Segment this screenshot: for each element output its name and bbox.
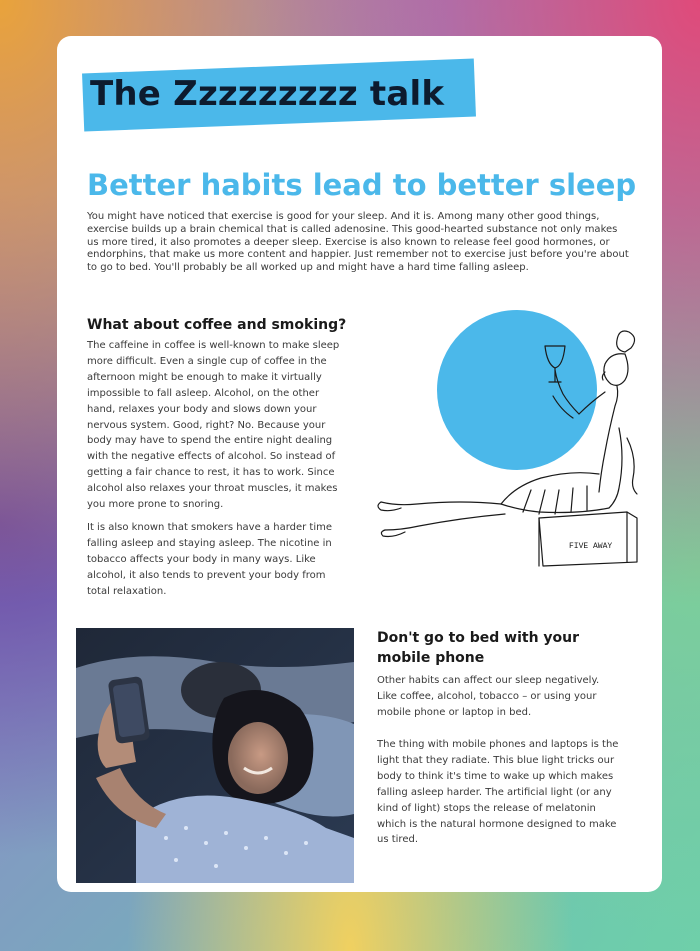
blue-circle — [437, 310, 597, 470]
phone-section-heading-line-2: mobile phone — [377, 650, 485, 666]
phone-section-heading-line-1: Don't go to bed with your — [377, 630, 580, 646]
phone-paragraph-1: Other habits can affect our sleep negatively. Like coffee, alcohol, tobacco – or using your mobile phone or laptop in bed. — [377, 675, 600, 718]
woman-with-wine-illustration — [373, 308, 647, 570]
coffee-paragraph-1: The caffeine in coffee is well-known to make sleep more difficult. Even a single cup of coffee in the afternoon might be enough to make it virtually impossible to fall asleep. Alcohol, on the other hand, relaxes your body and slows down your nervous system. Good, right? No. Because your body may have to spend the entire night dealing with the negative effects of alcohol. So instead of getting a fair chance to rest, it has to work. Since alcohol also relaxes your throat muscles, it makes you more prone to snoring. — [87, 340, 340, 511]
document-page — [57, 36, 662, 892]
box-label: FIVE AWAY — [569, 542, 613, 551]
coffee-section-heading: What about coffee and smoking? — [87, 317, 347, 333]
coffee-paragraph-2: It is also known that smokers have a harder time falling asleep and staying asleep. The nicotine in tobacco affects your body in many ways. Like alcohol, it also tends to prevent your body from total relaxation. — [87, 522, 333, 597]
page-subtitle: Better habits lead to better sleep — [87, 168, 637, 202]
woman-phone-in-bed-photo — [76, 628, 354, 883]
intro-paragraph: You might have noticed that exercise is good for your sleep. And it is. Among many other good things, exercise builds up a brain chemical that is called adenosine. This good-hearted substance not only makes us more tired, it also promotes a deeper sleep. Exercise is also known to release feel good hormones, or endorphins, that make us more content and happier. Just remember not to exercise just before you're about to go to bed. You'll probably be all worked up and might have a hard time falling asleep. — [87, 211, 629, 274]
phone-paragraph-2: The thing with mobile phones and laptops is the light that they radiate. This blue light tricks our body to think it's time to wake up which makes falling asleep harder. The artificial light (or any kind of light) stops the release of melatonin which is the natural hormone designed to make us tired. — [377, 739, 619, 846]
page-title: The Zzzzzzzzz talk — [90, 74, 445, 114]
